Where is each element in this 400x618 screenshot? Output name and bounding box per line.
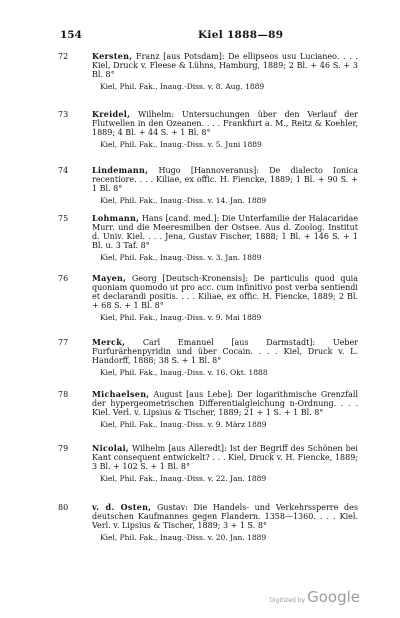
entry-body — [92, 52, 358, 79]
page-header — [60, 29, 360, 43]
entry-78 — [58, 390, 358, 429]
entry-dissertation-note: Kiel, Phil. Fak., Inaug.-Diss. v. 20. Jan. 1889 — [100, 533, 267, 542]
watermark-prefix: Digitized by — [269, 597, 306, 604]
entry-76 — [58, 274, 358, 322]
entry-dissertation-note: Kiel, Phil. Fak., Inaug.-Diss. v. 16. Okt. 1888 — [100, 368, 268, 377]
entry-text: Wilhelm: Untersuchungen über den Verlauf der Flutwellen in den Ozeanen. . . . Frankfurt a. M., Reitz & Koehler, 1889; 4 Bl. + 44 S. + 1 Bl. 8° — [92, 110, 358, 137]
entry-text: Wilhelm [aus Alleredt]: Ist der Begriff des Schönen bei Kant consequent entwickelt? . . . Kiel, Druck v. H. Fiencke, 1889; 3 Bl. + 102 S. + 1 Bl. 8° — [92, 444, 358, 471]
entry-body — [92, 166, 358, 193]
entry-dissertation-note: Kiel, Phil. Fak., Inaug.-Diss. v. 8. Aug. 1889 — [100, 82, 265, 91]
digitization-watermark — [269, 587, 360, 606]
entry-author: Lohmann, — [92, 213, 140, 223]
entry-72 — [58, 52, 358, 91]
entry-79 — [58, 444, 358, 483]
entry-number: 75 — [58, 214, 69, 223]
entry-text: Franz [aus Potsdam]: De ellipseos usu Lucianeo. . . . Kiel, Druck v. Fleese & Lühns, Hamburg, 1889; 2 Bl. + 46 S. + 3 Bl. 8° — [92, 52, 358, 79]
entry-number: 74 — [58, 166, 69, 175]
entry-number: 72 — [58, 52, 69, 61]
entry-dissertation-note: Kiel, Phil. Fak., Inaug.-Diss. v. 22. Jan. 1889 — [100, 474, 267, 483]
entry-body — [92, 503, 358, 530]
entry-text: Hugo [Hannoveranus]: De dialecto Ionica recentiore. . . . Kiliae, ex offic. H. Fiencke, 1889; 1 Bl. + 90 S. + 1 Bl. 8° — [92, 166, 358, 193]
entry-text: Carl Emanuel [aus Darmstadt]: Ueber Furfurärhenpyridin und über Cocain. . . . Kiel, Druck v. L. Handorff, 1888; 38 S. + 1 Bl. 8° — [92, 338, 358, 365]
entry-body — [92, 274, 358, 310]
entry-body — [92, 110, 358, 137]
entry-author: Mayen, — [92, 273, 127, 283]
entry-dissertation-note: Kiel, Phil. Fak., Inaug.-Diss. v. 3. Jan. 1889 — [100, 253, 262, 262]
entry-number: 77 — [58, 338, 69, 347]
entry-dissertation-note: Kiel, Phil. Fak., Inaug.-Diss. v. 14. Jan. 1889 — [100, 196, 267, 205]
entry-77 — [58, 338, 358, 377]
entry-dissertation-note: Kiel, Phil. Fak., Inaug.-Diss. v. 9. Mai 1889 — [100, 313, 262, 322]
entry-author: Merck, — [92, 337, 126, 347]
entry-author: v. d. Osten, — [92, 502, 152, 512]
entry-dissertation-note: Kiel, Phil. Fak., Inaug.-Diss. v. 5. Juni 1889 — [100, 140, 262, 149]
entry-text: Gustav: Die Handels- und Verkehrssperre des deutschen Kaufmannes gegen Flandern. 1358—1360. . . . Kiel. Verl. v. Lipsius & Tischer, 1889; 3 + 1 S. 8° — [92, 503, 358, 530]
page-number: 154 — [60, 29, 82, 41]
entry-body — [92, 338, 358, 365]
entry-body — [92, 214, 358, 250]
entry-number: 78 — [58, 390, 69, 399]
entry-dissertation-note: Kiel, Phil. Fak., Inaug.-Diss. v. 9. März 1889 — [100, 420, 267, 429]
entry-author: Nicolai, — [92, 443, 130, 453]
entry-73 — [58, 110, 358, 149]
entry-74 — [58, 166, 358, 205]
entry-author: Kersten, — [92, 51, 133, 61]
entry-80 — [58, 503, 358, 542]
entry-author: Lindemann, — [92, 165, 149, 175]
entry-number: 73 — [58, 110, 69, 119]
entry-text: Georg [Deutsch-Kronensis]: De particulis quod quia quoniam quomodo ut pro acc. cum infinitivo post verba sentiendi et declarandi positis. . . . Kiliae, ex offic. H. Fiencke, 1889; 2 Bl. + 68 S. + 1 Bl. 8° — [92, 274, 358, 310]
google-logo: Google — [307, 588, 360, 606]
entry-author: Kreidel, — [92, 109, 131, 119]
entry-number: 76 — [58, 274, 69, 283]
entry-number: 80 — [58, 503, 69, 512]
entry-text: August [aus Lebe]: Der logarithmische Grenzfall der hypergeometrischen Differentialgleichung n-Ordnung. . . . Kiel. Verl. v. Lipsius & Tischer, 1889; 21 + 1 S. + 1 Bl. 8° — [92, 390, 358, 417]
entry-author: Michaelsen, — [92, 389, 150, 399]
entry-number: 79 — [58, 444, 69, 453]
running-head: Kiel 1888—89 — [198, 29, 284, 41]
entry-75 — [58, 214, 358, 262]
entry-body — [92, 390, 358, 417]
entry-body — [92, 444, 358, 471]
entry-text: Hans [cand. med.]: Die Unterfamilie der Halacaridae Murr. und die Meeresmilben der Ostsee. Aus d. Zoolog. Institut d. Univ. Kiel. . . . Jena, Gustav Fischer, 1888; 1 Bl. + 146 S. + 1 Bl. u. 3 Taf. 8° — [92, 214, 358, 250]
